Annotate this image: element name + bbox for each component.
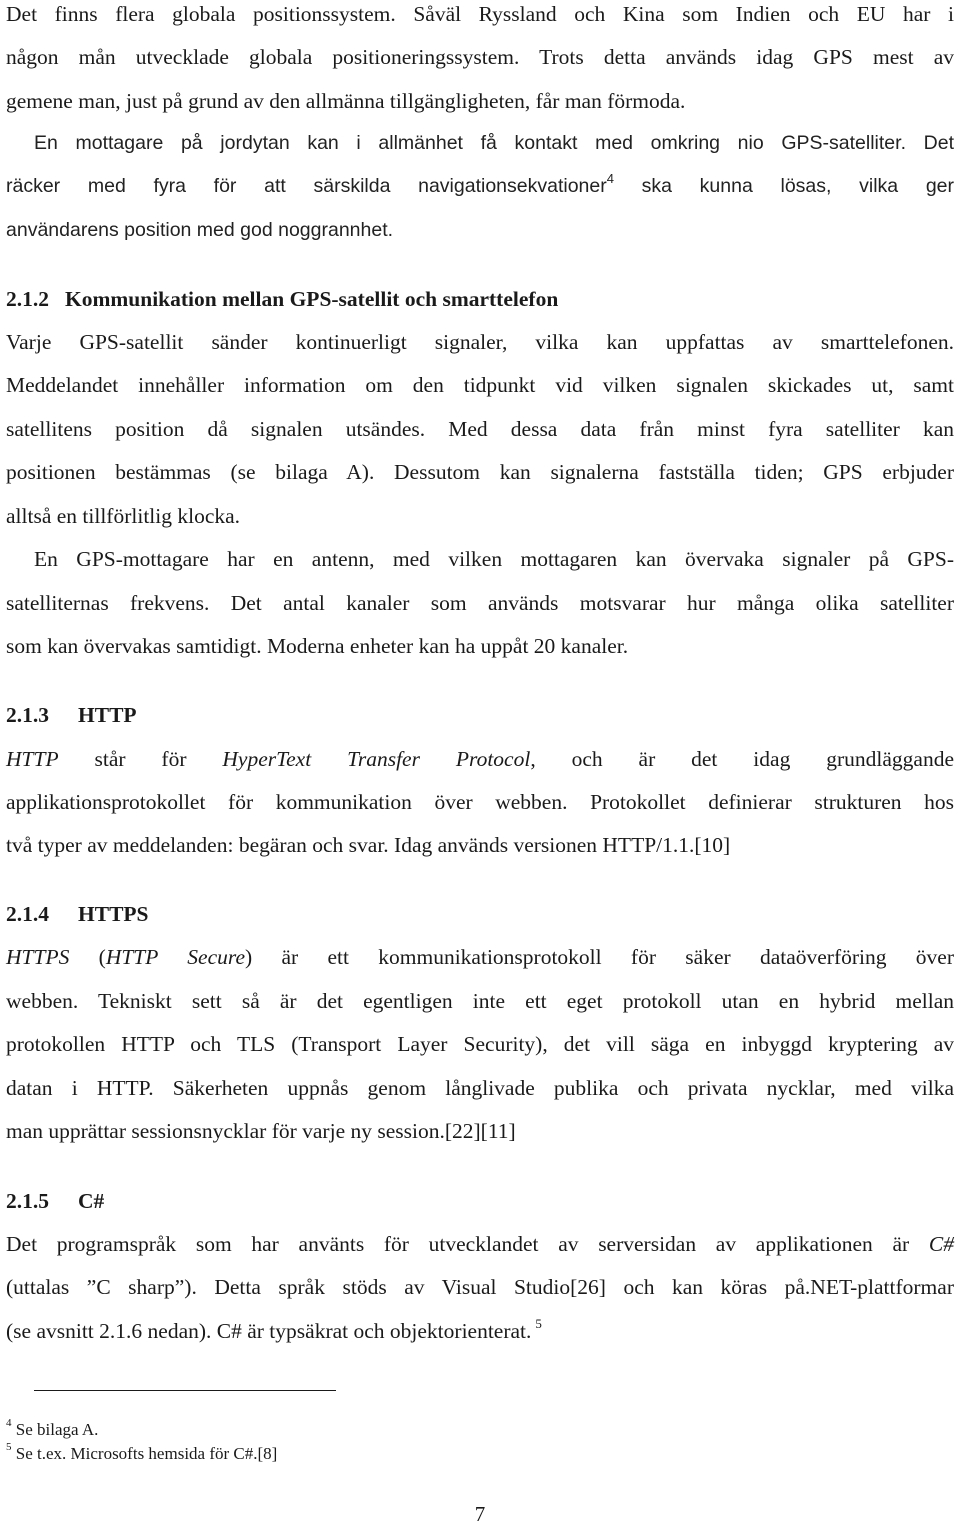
footnote [6, 1441, 278, 1464]
footnote-mark: 5 [6, 1441, 12, 1454]
paragraph-line: positionen bestämmas (se bilaga A). Dessutom kan signalerna fastställa tiden; GPS erbjuder [6, 460, 954, 484]
paragraph-line: som kan övervakas samtidigt. Moderna enheter kan ha uppåt 20 kanaler. [6, 634, 629, 658]
paragraph-line [6, 944, 954, 970]
footnote-ref: 4 [606, 170, 614, 186]
paragraph-line: användarens position med god noggrannhet. [6, 219, 394, 241]
paragraph-line: gemene man, just på grund av den allmänna tillgängligheten, får man förmoda. [6, 89, 686, 113]
section-number: 2.1.2 [6, 287, 49, 311]
paragraph-line: man upprättar sessionsnycklar för varje ny session.[22][11] [6, 1119, 516, 1143]
section-heading [6, 901, 954, 927]
paragraph-text: (se avsnitt 2.1.6 nedan). C# är typsäkrat och objektorienterat. [6, 1319, 532, 1343]
paragraph-line [6, 1231, 954, 1257]
section-heading [6, 1188, 954, 1214]
paragraph-text: Det programspråk som har använts för utvecklandet av serversidan av applikationen är [6, 1232, 910, 1256]
paragraph-line: webben. Tekniskt sett så är det egentligen inte ett eget protokoll utan en hybrid mellan [6, 989, 954, 1013]
paragraph-line: alltså en tillförlitlig klocka. [6, 504, 241, 528]
paragraph-line [6, 746, 954, 772]
paragraph-line: En mottagare på jordytan kan i allmänhet få kontakt med omkring nio GPS-satelliter. Det [34, 132, 954, 154]
section-heading [6, 286, 954, 312]
paragraph-line: satellitens position då signalen utsändes. Med dessa data från minst fyra satelliter kan [6, 417, 954, 441]
term-italic: HTTP [6, 747, 59, 771]
section-heading [6, 702, 954, 728]
paragraph-text: , och är det idag grundläggande [530, 747, 954, 771]
paragraph-line: satelliternas frekvens. Det antal kanaler som används motsvarar hur många olika satelliter [6, 591, 954, 615]
section-title: C# [78, 1189, 105, 1213]
footnote-ref: 5 [535, 1315, 542, 1331]
paragraph-text: står för [94, 747, 187, 771]
paragraph-line: (uttalas ”C sharp”). Detta språk stöds av Visual Studio[26] och kan köras på.NET-plattformar [6, 1275, 954, 1299]
section-number: 2.1.3 [6, 703, 49, 727]
paragraph-line: applikationsprotokollet för kommunikation över webben. Protokollet definierar strukturen hos [6, 790, 954, 814]
section-title: HTTP [78, 703, 137, 727]
section-title: HTTPS [78, 902, 149, 926]
paragraph-line: Varje GPS-satellit sänder kontinuerligt signaler, vilka kan uppfattas av smarttelefonen. [6, 330, 954, 354]
paragraph-text: ska kunna lösas, vilka ger [641, 175, 955, 197]
paragraph-line: datan i HTTP. Säkerheten uppnås genom långlivade publika och privata nycklar, med vilka [6, 1076, 954, 1100]
paragraph-line: En GPS-mottagare har en antenn, med vilken mottagaren kan övervaka signaler på GPS- [34, 547, 954, 571]
term-italic: HyperText Transfer Protocol [222, 747, 531, 771]
term-italic: HTTP Secure [105, 945, 245, 969]
footnote-mark: 4 [6, 1417, 12, 1430]
paragraph-line: Det finns flera globala positionssystem. Såväl Ryssland och Kina som Indien och EU har i [6, 2, 954, 26]
footnote [6, 1417, 99, 1440]
footnote-separator [34, 1390, 336, 1391]
footnote-text: Se bilaga A. [15, 1420, 99, 1439]
section-number: 2.1.4 [6, 902, 49, 926]
footnote-text: Se t.ex. Microsofts hemsida för C#.[8] [15, 1444, 278, 1463]
section-title: Kommunikation mellan GPS-satellit och smarttelefon [65, 287, 559, 311]
paragraph-line: Meddelandet innehåller information om den tidpunkt vid vilken signalen skickades ut, samt [6, 373, 954, 397]
paragraph-line [6, 170, 955, 199]
paragraph-line: någon mån utvecklade globala positioneringssystem. Trots detta används idag GPS mest av [6, 45, 954, 69]
term-italic: HTTPS [6, 945, 70, 969]
paragraph-text: ( [98, 945, 106, 969]
paragraph-text: ) är ett kommunikationsprotokoll för säker dataöverföring över [245, 945, 954, 969]
page-number: 7 [474, 1502, 486, 1526]
section-number: 2.1.5 [6, 1189, 49, 1213]
paragraph-line: två typer av meddelanden: begäran och svar. Idag används versionen HTTP/1.1.[10] [6, 833, 731, 857]
paragraph-text: räcker med fyra för att särskilda navigationsekvationer [6, 175, 607, 197]
paragraph-line: protokollen HTTP och TLS (Transport Layer Security), det vill säga en inbyggd kryptering av [6, 1032, 954, 1056]
term-italic: C# [928, 1232, 955, 1256]
paragraph-line [6, 1315, 954, 1344]
